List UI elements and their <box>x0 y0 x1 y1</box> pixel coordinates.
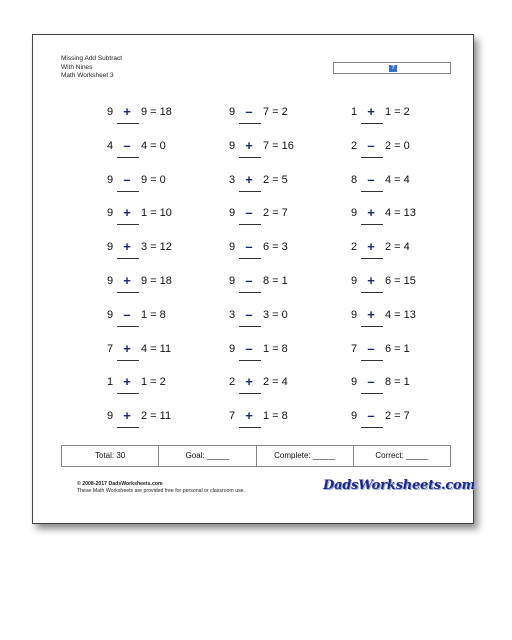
operator-sign: + <box>123 273 131 288</box>
second-operand-result: 8 = 1 <box>263 275 288 287</box>
problem-item <box>97 342 207 372</box>
problem-item <box>219 274 329 304</box>
first-operand: 2 <box>351 139 358 152</box>
second-operand-result: 3 = 0 <box>263 308 288 321</box>
operator-sign: – <box>245 306 253 322</box>
first-operand: 3 <box>229 173 236 186</box>
first-operand: 9 <box>229 241 236 254</box>
usage-note: These Math Worksheets are provided free for personal or classroom use. <box>77 487 245 494</box>
answer-blank[interactable] <box>117 157 139 158</box>
problem-item <box>97 409 207 439</box>
operator-sign: – <box>123 171 131 187</box>
answer-blank[interactable] <box>361 393 383 394</box>
problem-equation <box>97 240 207 254</box>
problem-item <box>97 240 207 270</box>
first-operand: 4 <box>107 139 114 152</box>
first-operand: 9 <box>107 173 114 186</box>
problem-equation <box>219 308 329 322</box>
second-operand-result: 6 = 15 <box>385 275 416 287</box>
problem-equation <box>341 173 451 187</box>
problem-grid <box>33 35 473 455</box>
operator-sign: + <box>367 239 375 255</box>
operator-sign: + <box>245 171 253 187</box>
problem-item <box>97 308 207 338</box>
answer-blank[interactable] <box>117 292 139 293</box>
second-operand-result: 1 = 8 <box>141 308 166 321</box>
header-title: Missing Add Subtract <box>61 55 123 62</box>
first-operand: 7 <box>229 410 236 423</box>
answer-blank[interactable] <box>239 123 261 124</box>
correct-field: Correct: _____ <box>375 451 429 460</box>
header-subtitle: With Nines <box>61 63 93 71</box>
problem-item <box>219 206 329 236</box>
problem-equation <box>97 375 207 389</box>
answer-blank[interactable] <box>361 123 383 124</box>
operator-sign: + <box>123 104 131 119</box>
first-operand: 3 <box>229 308 236 321</box>
first-operand: 9 <box>351 207 358 220</box>
second-operand-result: 9 = 0 <box>141 173 166 186</box>
problem-equation <box>341 342 451 356</box>
answer-blank[interactable] <box>361 292 383 293</box>
first-operand: 9 <box>351 275 358 287</box>
problem-equation <box>219 342 329 356</box>
operator-sign: – <box>245 205 253 221</box>
problem-equation <box>219 274 329 288</box>
operator-sign: + <box>123 340 131 356</box>
answer-blank[interactable] <box>361 258 383 259</box>
answer-blank[interactable] <box>239 326 261 327</box>
answer-blank[interactable] <box>239 393 261 394</box>
answer-blank[interactable] <box>239 258 261 259</box>
problem-equation <box>219 409 329 423</box>
first-operand: 1 <box>107 376 114 389</box>
operator-sign: + <box>123 374 131 390</box>
problem-item <box>219 409 329 439</box>
problem-equation <box>341 409 451 423</box>
answer-blank[interactable] <box>239 191 261 192</box>
second-operand-result: 1 = 2 <box>385 106 410 118</box>
second-operand-result: 2 = 5 <box>263 173 288 186</box>
second-operand-result: 4 = 4 <box>385 173 410 186</box>
problem-item <box>219 375 329 405</box>
operator-sign: – <box>123 137 131 153</box>
problem-equation <box>97 105 207 119</box>
complete-field: Complete: _____ <box>257 446 354 466</box>
problem-item <box>341 240 451 270</box>
answer-blank[interactable] <box>117 224 139 225</box>
operator-sign: + <box>367 205 375 221</box>
problem-item <box>341 409 451 439</box>
problem-item <box>97 139 207 169</box>
operator-sign: + <box>367 104 375 119</box>
problem-item <box>97 105 207 135</box>
second-operand-result: 2 = 4 <box>263 376 288 389</box>
problem-equation <box>341 375 451 389</box>
second-operand-result: 7 = 16 <box>263 139 294 152</box>
first-operand: 9 <box>229 139 236 152</box>
operator-sign: + <box>245 137 253 153</box>
second-operand-result: 6 = 1 <box>385 342 410 355</box>
operator-sign: + <box>245 374 253 390</box>
first-operand: 2 <box>229 376 236 389</box>
answer-blank[interactable] <box>239 360 261 361</box>
problem-equation <box>341 206 451 220</box>
problem-item <box>341 139 451 169</box>
total-count: Total: 30 <box>62 446 159 466</box>
first-operand: 9 <box>229 207 236 220</box>
first-operand: 9 <box>229 275 236 287</box>
problem-item <box>219 342 329 372</box>
problem-item <box>219 240 329 270</box>
answer-blank[interactable] <box>361 360 383 361</box>
problem-equation <box>219 206 329 220</box>
problem-equation <box>97 206 207 220</box>
first-operand: 7 <box>107 342 114 355</box>
first-operand: 9 <box>107 410 114 423</box>
problem-equation <box>97 139 207 153</box>
problem-item <box>219 173 329 203</box>
second-operand-result: 4 = 11 <box>141 342 172 355</box>
operator-sign: + <box>123 408 131 424</box>
problem-item <box>341 105 451 135</box>
goal-field: Goal: _____ <box>159 446 256 466</box>
problem-equation <box>97 274 207 288</box>
operator-sign: + <box>245 408 253 424</box>
first-operand: 9 <box>107 241 114 254</box>
problem-item <box>219 308 329 338</box>
problem-item <box>97 375 207 405</box>
answer-blank[interactable] <box>117 258 139 259</box>
answer-blank[interactable] <box>117 191 139 192</box>
answer-blank[interactable] <box>117 360 139 361</box>
answer-blank[interactable] <box>117 427 139 428</box>
operator-sign: – <box>245 273 253 288</box>
operator-sign: + <box>123 205 131 221</box>
header-worksheet-number: Math Worksheet 3 <box>61 72 114 79</box>
problem-equation <box>219 375 329 389</box>
operator-sign: – <box>123 306 131 322</box>
answer-blank[interactable] <box>239 157 261 158</box>
answer-blank[interactable] <box>361 224 383 225</box>
problem-equation <box>219 139 329 153</box>
operator-sign: + <box>367 273 375 288</box>
operator-sign: – <box>367 374 375 390</box>
problem-item <box>341 375 451 405</box>
first-operand: 9 <box>107 106 114 118</box>
problem-item <box>97 274 207 304</box>
second-operand-result: 2 = 0 <box>385 139 410 152</box>
dadsworksheets-logo: DadsWorksheets.com <box>323 478 476 493</box>
problem-equation <box>341 139 451 153</box>
problem-equation <box>219 240 329 254</box>
operator-sign: – <box>367 137 375 153</box>
problem-item <box>97 173 207 203</box>
answer-blank[interactable] <box>361 191 383 192</box>
second-operand-result: 2 = 11 <box>141 410 172 423</box>
answer-blank[interactable] <box>361 427 383 428</box>
problem-item <box>341 342 451 372</box>
second-operand-result: 1 = 10 <box>141 207 172 220</box>
second-operand-result: 1 = 2 <box>141 376 166 389</box>
answer-blank[interactable] <box>239 224 261 225</box>
first-operand: 2 <box>351 241 358 254</box>
answer-blank[interactable] <box>117 123 139 124</box>
first-operand: 1 <box>351 106 358 118</box>
problem-equation <box>97 308 207 322</box>
operator-sign: – <box>367 408 375 424</box>
second-operand-result: 7 = 2 <box>263 106 288 118</box>
first-operand: 9 <box>229 106 236 118</box>
first-operand: 9 <box>351 308 358 321</box>
first-operand: 8 <box>351 173 358 186</box>
answer-blank[interactable] <box>239 427 261 428</box>
problem-equation <box>341 274 451 288</box>
problem-item <box>97 206 207 236</box>
first-operand: 9 <box>107 207 114 220</box>
operator-sign: – <box>245 239 253 255</box>
first-operand: 9 <box>229 342 236 355</box>
problem-equation <box>341 308 451 322</box>
first-operand: 7 <box>351 342 358 355</box>
problem-item <box>219 105 329 135</box>
second-operand-result: 2 = 7 <box>385 410 410 423</box>
second-operand-result: 1 = 8 <box>263 342 288 355</box>
question-icon: ? <box>389 65 397 72</box>
problem-item <box>341 274 451 304</box>
second-operand-result: 8 = 1 <box>385 376 410 389</box>
second-operand-result: 2 = 7 <box>263 207 288 220</box>
operator-sign: – <box>367 340 375 356</box>
answer-blank[interactable] <box>117 326 139 327</box>
operator-sign: – <box>245 104 253 119</box>
operator-sign: + <box>367 306 375 322</box>
problem-equation <box>219 173 329 187</box>
second-operand-result: 2 = 4 <box>385 241 410 254</box>
answer-blank[interactable] <box>361 326 383 327</box>
first-operand: 9 <box>107 308 114 321</box>
second-operand-result: 4 = 0 <box>141 139 166 152</box>
problem-item <box>341 206 451 236</box>
first-operand: 9 <box>351 410 358 423</box>
answer-blank[interactable] <box>361 157 383 158</box>
first-operand: 9 <box>107 275 114 287</box>
second-operand-result: 1 = 8 <box>263 410 288 423</box>
footer <box>77 481 245 494</box>
problem-equation <box>97 342 207 356</box>
second-operand-result: 4 = 13 <box>385 308 416 321</box>
operator-sign: – <box>245 340 253 356</box>
second-operand-result: 6 = 3 <box>263 241 288 254</box>
problem-equation <box>341 105 451 119</box>
operator-sign: – <box>367 171 375 187</box>
worksheet-page <box>32 34 474 524</box>
problem-item <box>341 173 451 203</box>
second-operand-result: 9 = 18 <box>141 106 172 118</box>
copyright-text: © 2008-2017 DadsWorksheets.com <box>77 481 163 487</box>
answer-blank[interactable] <box>117 393 139 394</box>
problem-equation <box>97 409 207 423</box>
problem-item <box>219 139 329 169</box>
problem-item <box>341 308 451 338</box>
second-operand-result: 9 = 18 <box>141 275 172 287</box>
operator-sign: + <box>123 239 131 255</box>
problem-equation <box>97 173 207 187</box>
second-operand-result: 3 = 12 <box>141 241 172 254</box>
problem-equation <box>341 240 451 254</box>
score-bar <box>61 445 451 467</box>
problem-equation <box>219 105 329 119</box>
second-operand-result: 4 = 13 <box>385 207 416 220</box>
answer-blank[interactable] <box>239 292 261 293</box>
first-operand: 9 <box>351 376 358 389</box>
